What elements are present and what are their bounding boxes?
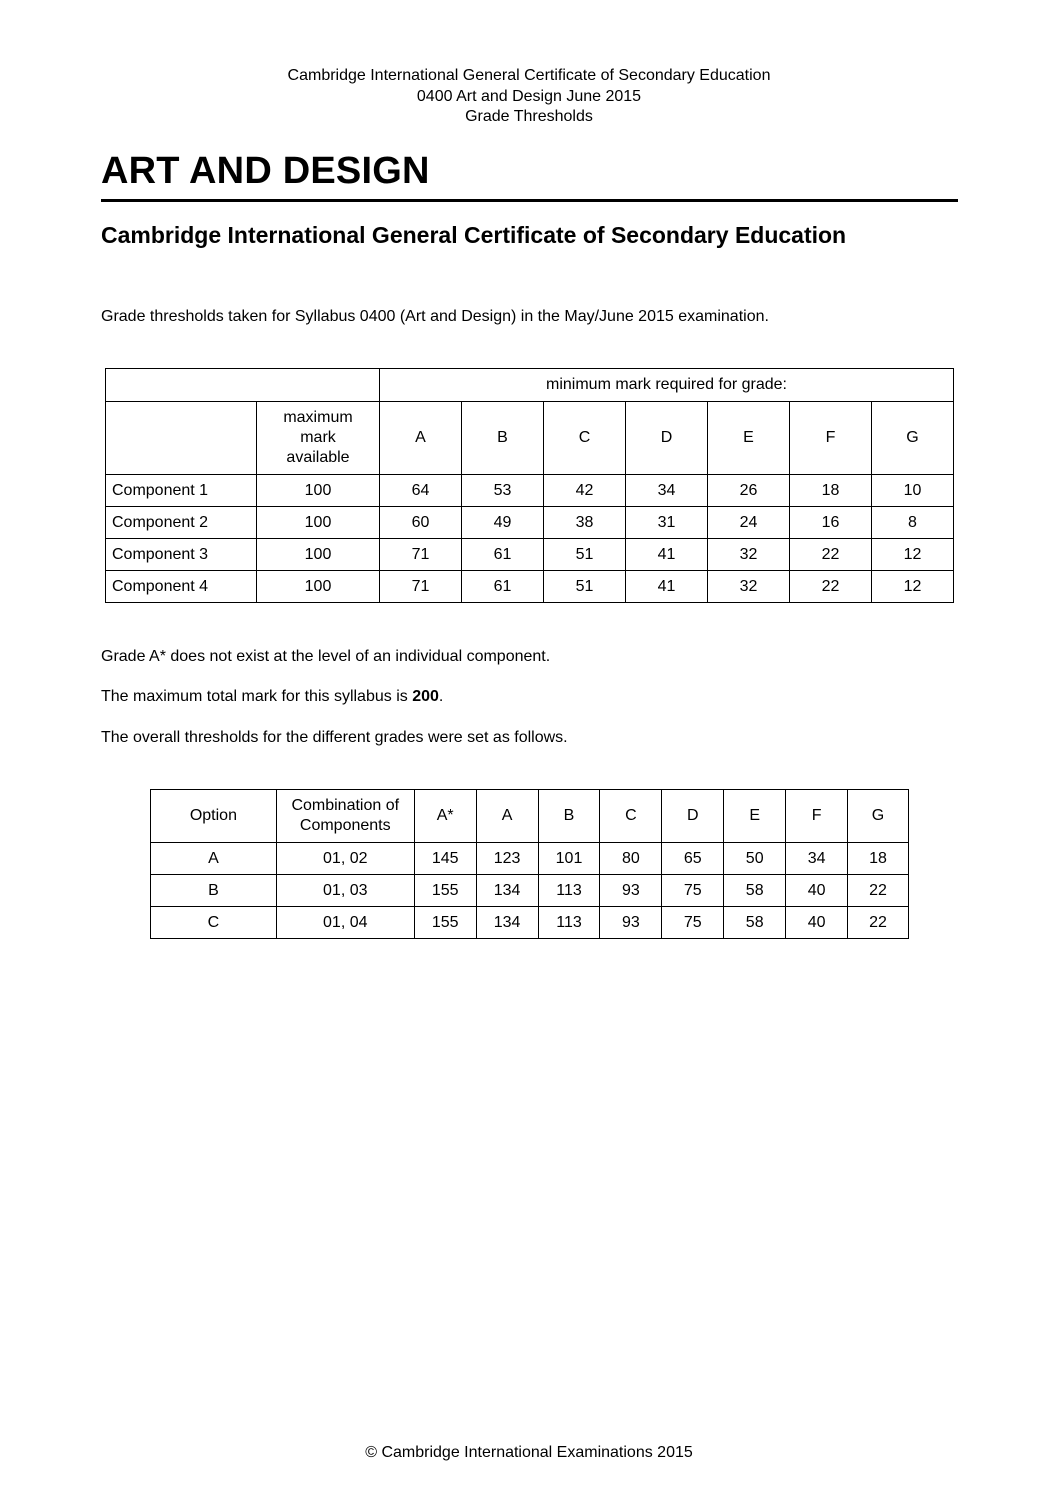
mark-cell: 51 [544,571,626,603]
grade-header-f: F [786,790,848,843]
document-header [0,66,1058,128]
mark-cell: 75 [662,907,724,939]
table-row [151,843,909,875]
combination-cell: 01, 03 [276,875,414,907]
mark-cell: 12 [872,571,954,603]
page-title: ART AND DESIGN [101,150,430,192]
option-cell: C [151,907,277,939]
combination-header [276,790,414,843]
mark-cell: 16 [790,507,872,539]
mark-cell: 40 [786,907,848,939]
combination-cell: 01, 02 [276,843,414,875]
max-total-suffix: . [438,688,444,705]
mark-cell: 42 [544,475,626,507]
mark-cell: 51 [544,539,626,571]
mark-cell: 50 [724,843,786,875]
title-divider [101,199,958,202]
component-thresholds-table [105,368,954,603]
group-header-row [106,369,954,402]
max-mark-cell: 100 [257,539,380,571]
copyright-footer: © Cambridge International Examinations 2015 [365,1444,693,1461]
astar-note: Grade A* does not exist at the level of an individual component. [101,648,551,665]
option-cell: B [151,875,277,907]
combination-cell: 01, 04 [276,907,414,939]
mark-cell: 26 [708,475,790,507]
table-row [151,875,909,907]
mark-cell: 155 [414,875,476,907]
grade-header-e: E [724,790,786,843]
max-mark-header-line: maximum [283,409,353,426]
max-mark-header-line: mark [300,429,336,446]
grade-header-g: G [872,402,954,475]
column-header-row [106,402,954,475]
grade-header-d: D [626,402,708,475]
grade-header-b: B [462,402,544,475]
grade-header-c: C [544,402,626,475]
mark-cell: 64 [380,475,462,507]
grade-header-astar: A* [414,790,476,843]
mark-cell: 61 [462,539,544,571]
mark-cell: 113 [538,907,600,939]
grade-header-g: G [848,790,909,843]
grade-header-c: C [600,790,662,843]
option-thresholds-table [150,789,909,939]
mark-cell: 41 [626,539,708,571]
option-header-row [151,790,909,843]
empty-header-cell [106,369,380,402]
mark-cell: 155 [414,907,476,939]
mark-cell: 32 [708,539,790,571]
grade-header-a: A [380,402,462,475]
mark-cell: 12 [872,539,954,571]
component-name: Component 1 [106,475,257,507]
intro-text: Grade thresholds taken for Syllabus 0400 (Art and Design) in the May/June 2015 examination. [101,308,769,325]
mark-cell: 10 [872,475,954,507]
header-line-3: Grade Thresholds [465,108,593,125]
mark-cell: 134 [476,875,538,907]
mark-cell: 34 [786,843,848,875]
header-line-1: Cambridge International General Certificate of Secondary Education [287,67,771,84]
mark-cell: 22 [790,571,872,603]
grade-header-b: B [538,790,600,843]
max-mark-header-line: available [286,449,350,466]
option-header: Option [151,790,277,843]
max-mark-cell: 100 [257,571,380,603]
mark-cell: 58 [724,907,786,939]
max-total-prefix: The maximum total mark for this syllabus is [101,688,413,705]
mark-cell: 34 [626,475,708,507]
header-line-2: 0400 Art and Design June 2015 [416,87,642,105]
grade-header-f: F [790,402,872,475]
mark-cell: 40 [786,875,848,907]
group-header-cell: minimum mark required for grade: [380,369,954,402]
mark-cell: 123 [476,843,538,875]
mark-cell: 93 [600,907,662,939]
mark-cell: 75 [662,875,724,907]
combination-header-line: Components [299,817,391,834]
mark-cell: 60 [380,507,462,539]
mark-cell: 61 [462,571,544,603]
mark-cell: 134 [476,907,538,939]
table-row [106,571,954,603]
component-name: Component 4 [106,571,257,603]
table-row [106,475,954,507]
mark-cell: 24 [708,507,790,539]
mark-cell: 49 [462,507,544,539]
option-cell: A [151,843,277,875]
mark-cell: 32 [708,571,790,603]
mark-cell: 145 [414,843,476,875]
max-total-value: 200 [412,688,439,705]
overall-note: The overall thresholds for the different grades were set as follows. [101,729,568,746]
empty-header-cell [106,402,257,475]
max-mark-cell: 100 [257,475,380,507]
component-name: Component 2 [106,507,257,539]
mark-cell: 53 [462,475,544,507]
mark-cell: 22 [790,539,872,571]
grade-header-d: D [662,790,724,843]
component-name: Component 3 [106,539,257,571]
table-row [106,507,954,539]
mark-cell: 41 [626,571,708,603]
mark-cell: 80 [600,843,662,875]
mark-cell: 65 [662,843,724,875]
mark-cell: 22 [848,875,909,907]
mark-cell: 71 [380,571,462,603]
max-total-note [101,688,443,706]
mark-cell: 101 [538,843,600,875]
mark-cell: 8 [872,507,954,539]
mark-cell: 18 [790,475,872,507]
mark-cell: 71 [380,539,462,571]
mark-cell: 22 [848,907,909,939]
mark-cell: 58 [724,875,786,907]
mark-cell: 93 [600,875,662,907]
table-row [106,539,954,571]
table-row [151,907,909,939]
mark-cell: 113 [538,875,600,907]
combination-header-line: Combination of [291,797,400,814]
grade-header-e: E [708,402,790,475]
mark-cell: 31 [626,507,708,539]
mark-cell: 38 [544,507,626,539]
grade-header-a: A [476,790,538,843]
mark-cell: 18 [848,843,909,875]
max-mark-cell: 100 [257,507,380,539]
max-mark-header [257,402,380,475]
page-subtitle: Cambridge International General Certificate of Secondary Education [101,222,847,248]
